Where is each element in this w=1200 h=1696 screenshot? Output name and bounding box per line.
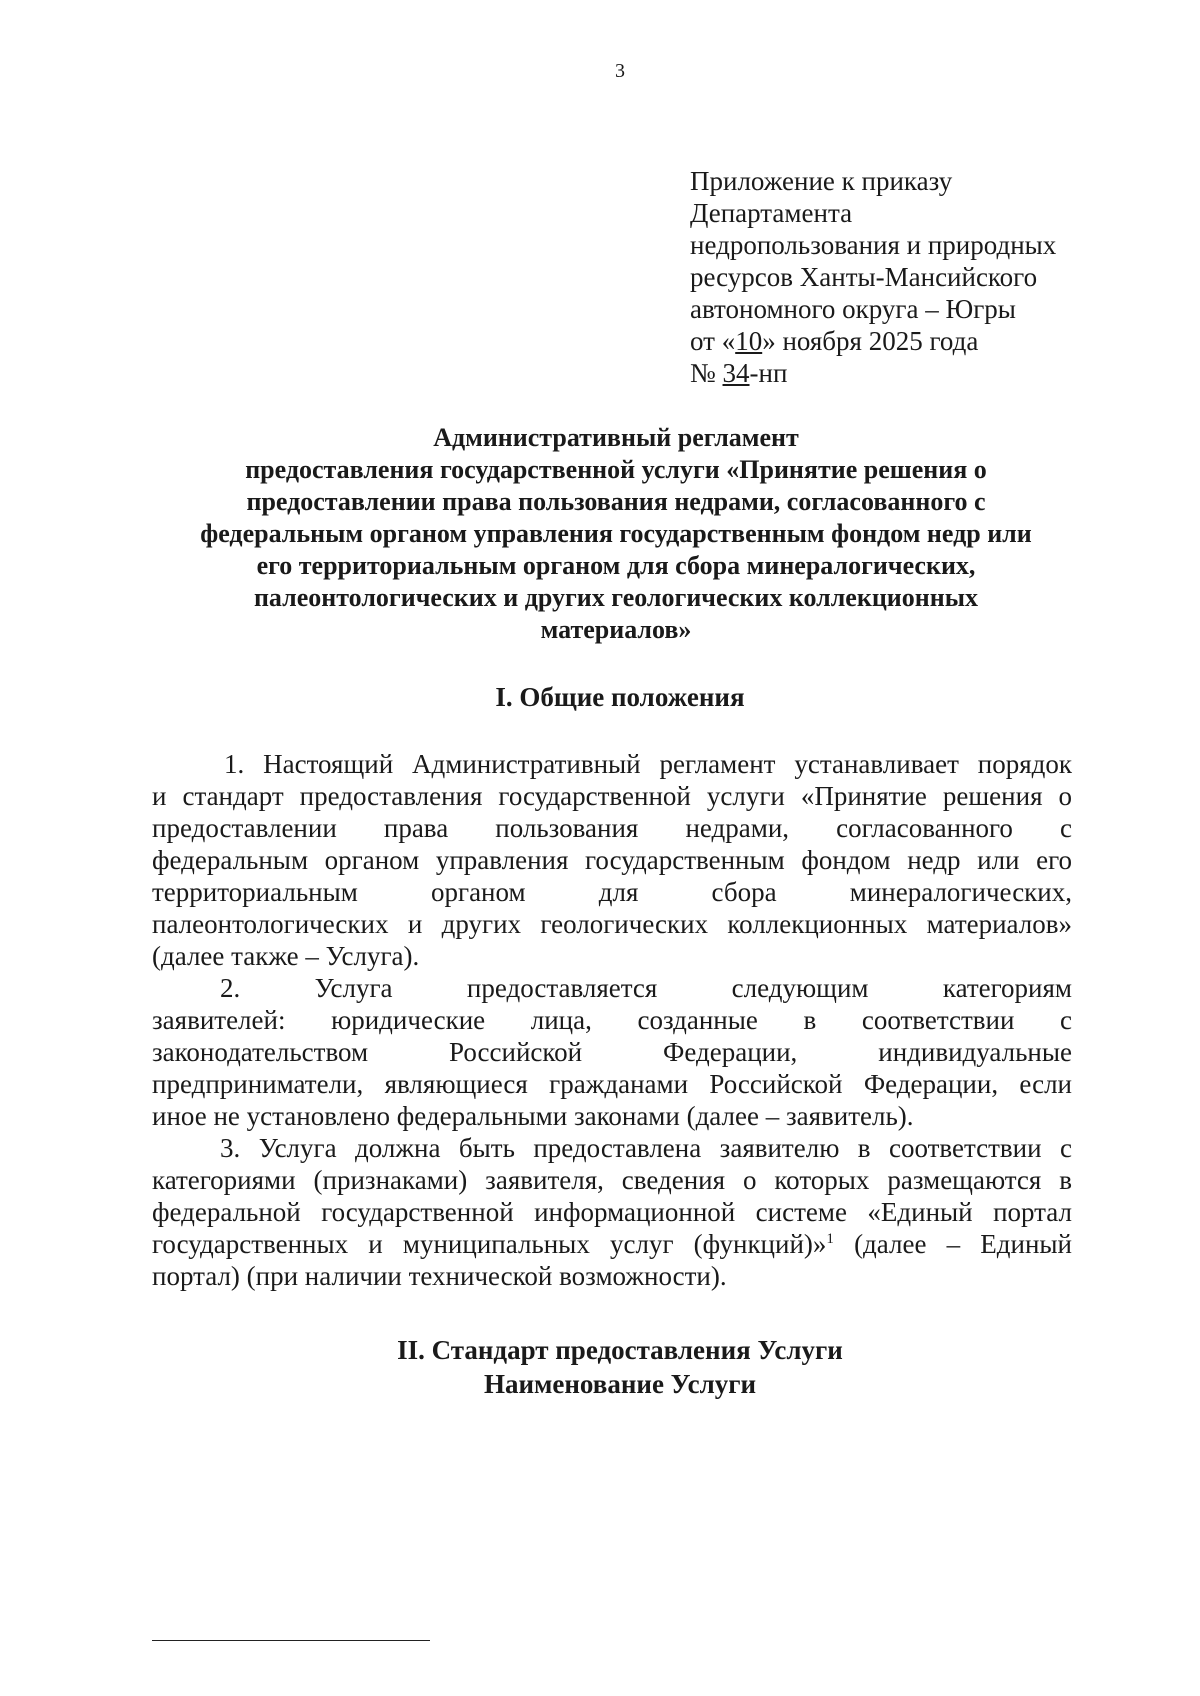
body-text: [152, 748, 1072, 1292]
number-value: 34: [722, 358, 750, 388]
paragraph-1-line: территориальным органом для сбора минералогических,: [152, 877, 1072, 907]
appendix-line: Приложение к приказу: [690, 166, 953, 196]
number-prefix: №: [690, 358, 723, 388]
title-line: Административный регламент: [433, 423, 799, 452]
paragraph-2-line: 2. Услуга предоставляется следующим категориям: [220, 973, 1072, 1003]
appendix-line: недропользования и природных: [690, 230, 1057, 260]
footnote-reference[interactable]: 1: [826, 1231, 834, 1247]
appendix-line: автономного округа – Югры: [690, 294, 1016, 324]
title-line: материалов»: [540, 615, 692, 644]
document-title: [130, 422, 1102, 646]
appendix-date: [690, 325, 1056, 357]
appendix-block: [690, 165, 1056, 389]
page-number: 3: [615, 60, 625, 82]
title-line: предоставлении права пользования недрами, согласованного с: [246, 487, 986, 516]
section-2-heading: [0, 1333, 1200, 1401]
paragraph-3-line: [152, 1228, 1072, 1260]
paragraph-1-line: и стандарт предоставления государственной услуги «Принятие решения о: [152, 781, 1072, 811]
appendix-number: [690, 357, 1056, 389]
paragraph-2-line: законодательством Российской Федерации, индивидуальные: [152, 1037, 1072, 1067]
section-2-title: II. Стандарт предоставления Услуги: [397, 1335, 843, 1365]
paragraph-3-line: 3. Услуга должна быть предоставлена заявителю в соответствии с: [220, 1133, 1072, 1163]
title-line: федеральным органом управления государственным фондом недр или: [200, 519, 1032, 548]
date-day: 10: [735, 326, 763, 356]
appendix-line: ресурсов Ханты-Мансийского: [690, 262, 1038, 292]
date-prefix: от «: [690, 326, 736, 356]
title-line: предоставления государственной услуги «Принятие решения о: [245, 455, 987, 484]
paragraph-1-line: предоставлении права пользования недрами, согласованного с: [152, 813, 1072, 843]
paragraph-3-text: государственных и муниципальных услуг (функций)»: [152, 1229, 827, 1259]
number-suffix: -нп: [749, 358, 788, 388]
paragraph-2-line: заявителей: юридические лица, созданные в соответствии с: [152, 1005, 1072, 1035]
paragraph-1-line: палеонтологических и других геологических коллекционных материалов»: [152, 909, 1072, 939]
date-suffix: » ноября 2025 года: [762, 326, 979, 356]
section-2-subtitle: Наименование Услуги: [483, 1369, 757, 1399]
footnote-separator: [152, 1640, 430, 1641]
paragraph-1-line: 1. Настоящий Административный регламент устанавливает порядок: [224, 749, 1072, 779]
title-line: палеонтологических и других геологических коллекционных: [253, 583, 979, 612]
paragraph-3-line: портал) (при наличии технической возможности).: [152, 1261, 727, 1291]
appendix-line: Департамента: [690, 198, 853, 228]
paragraph-2-line: предприниматели, являющиеся гражданами Российской Федерации, если: [152, 1069, 1072, 1099]
paragraph-3-text: (далее – Единый: [833, 1229, 1073, 1259]
section-1-heading: I. Общие положения: [495, 682, 745, 712]
title-line: его территориальным органом для сбора минералогических,: [256, 551, 976, 580]
paragraph-1-line: (далее также – Услуга).: [152, 941, 420, 971]
paragraph-3-line: федеральной государственной информационной системе «Единый портал: [152, 1197, 1072, 1227]
paragraph-1-line: федеральным органом управления государственным фондом недр или его: [152, 845, 1072, 875]
paragraph-3-line: категориями (признаками) заявителя, сведения о которых размещаются в: [152, 1165, 1072, 1195]
paragraph-2-line: иное не установлено федеральными законами (далее – заявитель).: [152, 1101, 914, 1131]
